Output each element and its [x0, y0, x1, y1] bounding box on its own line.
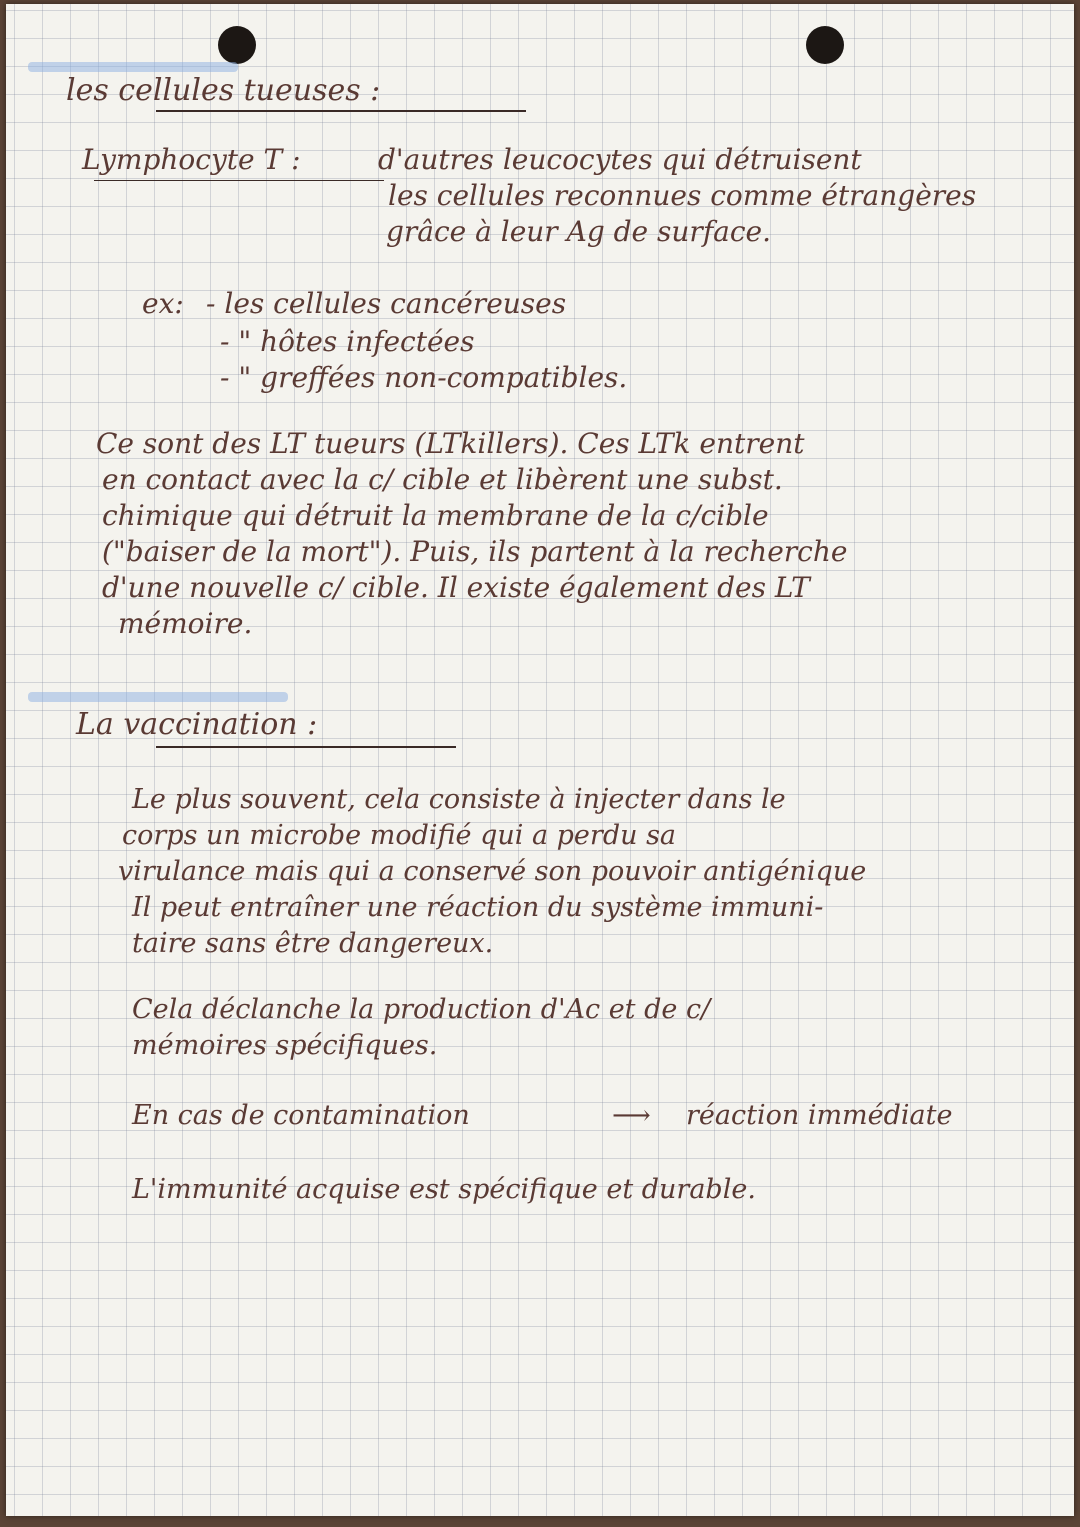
section-title-killer-cells: les cellules tueuses :	[66, 73, 381, 108]
example-item-2: - " hôtes infectées	[220, 325, 475, 358]
title-underline-2	[156, 746, 456, 748]
paragraph-lt-line-5: d'une nouvelle c/ cible. Il existe également des LT	[102, 571, 810, 604]
definition-line-2: les cellules reconnues comme étrangères	[388, 179, 977, 212]
vaccination-line-5: taire sans être dangereux.	[132, 928, 494, 959]
definition-line-1: d'autres leucocytes qui détruisent	[378, 143, 862, 176]
paragraph-lt-line-4: ("baiser de la mort"). Puis, ils partent à la recherche	[102, 535, 848, 568]
paragraph-lt-line-3: chimique qui détruit la membrane de la c/cible	[102, 499, 769, 532]
contamination-right: réaction immédiate	[686, 1100, 953, 1131]
vaccination-effect-line-1: Cela déclanche la production d'Ac et de c/	[132, 994, 711, 1025]
definition-line-3: grâce à leur Ag de surface.	[386, 215, 772, 248]
notebook-page	[6, 4, 1074, 1516]
vaccination-line-1: Le plus souvent, cela consiste à injecter dans le	[132, 784, 786, 815]
heading-highlight	[28, 62, 238, 72]
example-item-1: - les cellules cancéreuses	[206, 287, 567, 320]
contamination-arrow: ⟶	[612, 1100, 651, 1131]
title-underline	[156, 110, 526, 112]
examples-prefix: ex:	[142, 287, 184, 320]
example-item-3: - " greffées non-compatibles.	[220, 361, 628, 394]
section-title-vaccination: La vaccination :	[76, 707, 318, 742]
vaccination-line-2: corps un microbe modifié qui a perdu sa	[122, 820, 677, 851]
heading-highlight-2	[28, 692, 288, 702]
paragraph-lt-line-1: Ce sont des LT tueurs (LTkillers). Ces LTk entrent	[96, 427, 805, 460]
vaccination-effect-line-2: mémoires spécifiques.	[132, 1030, 438, 1061]
contamination-left: En cas de contamination	[132, 1100, 470, 1131]
conclusion-line: L'immunité acquise est spécifique et durable.	[132, 1174, 756, 1205]
paragraph-lt-line-6: mémoire.	[118, 607, 253, 640]
term-underline	[94, 180, 384, 181]
punch-hole-right	[806, 26, 844, 64]
vaccination-line-4: Il peut entraîner une réaction du système immuni-	[132, 892, 824, 923]
paragraph-lt-line-2: en contact avec la c/ cible et libèrent une subst.	[102, 463, 783, 496]
term-lymphocyte-t: Lymphocyte T :	[82, 143, 301, 176]
vaccination-line-3: virulance mais qui a conservé son pouvoir antigénique	[118, 856, 867, 887]
punch-hole-left	[218, 26, 256, 64]
